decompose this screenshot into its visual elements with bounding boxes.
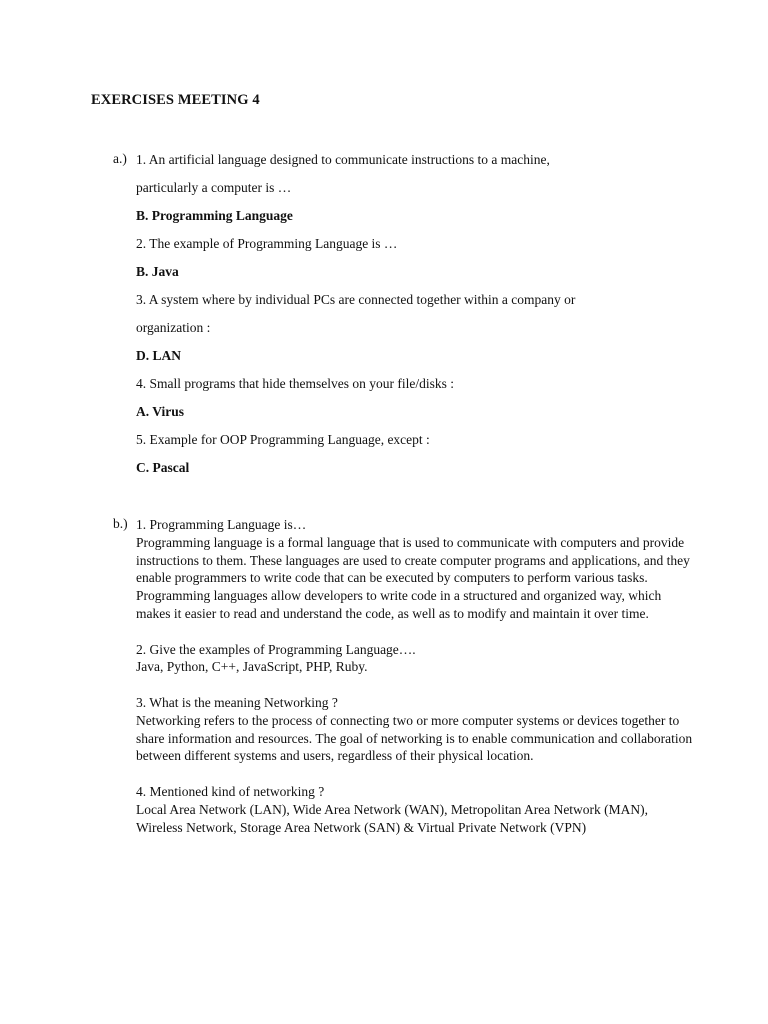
answer-1: B. Programming Language — [136, 208, 293, 223]
question-text: 1. Programming Language is… — [136, 517, 307, 532]
question-5: 5. Example for OOP Programming Language, except : — [136, 432, 430, 447]
question-1-line-2: particularly a computer is … — [136, 180, 292, 195]
section-a — [136, 151, 696, 487]
question-text: 2. Give the examples of Programming Language…. — [136, 641, 416, 657]
question-4: 4. Small programs that hide themselves on your file/disks : — [136, 376, 454, 391]
answer-3: D. LAN — [136, 348, 182, 363]
answer-2: B. Java — [136, 264, 179, 279]
answer-5: C. Pascal — [136, 460, 190, 475]
qa-block-4 — [136, 783, 696, 836]
section-b-marker: b.) — [113, 516, 128, 531]
question-2: 2. The example of Programming Language is … — [136, 236, 398, 251]
question-3-line-2: organization : — [136, 320, 211, 335]
qa-block-2 — [136, 641, 696, 677]
answer-text: Java, Python, C++, JavaScript, PHP, Ruby. — [136, 659, 368, 675]
qa-block-1 — [136, 516, 696, 623]
section-b — [136, 516, 696, 854]
answer-text: Local Area Network (LAN), Wide Area Network (WAN), Metropolitan Area Network (MAN), Wireless Network, Storage Area Network (SAN) & Virtual Private Network (VPN) — [136, 801, 649, 835]
answer-text: Programming language is a formal language that is used to communicate with computers and provide instructions to them. These languages are used to create computer programs and applications, and they enable programmers to write code that can be executed by computers to perform various tasks. Programming languages allow developers to write code in a structured and organized way, which makes it easier to read and understand the code, as well as to modify and maintain it over time. — [136, 534, 690, 621]
question-3-line-1: 3. A system where by individual PCs are connected together within a company or — [136, 292, 576, 307]
qa-block-3 — [136, 694, 696, 765]
question-1-line-1: 1. An artificial language designed to communicate instructions to a machine, — [136, 152, 550, 167]
answer-4: A. Virus — [136, 404, 185, 419]
page-title: EXERCISES MEETING 4 — [91, 92, 260, 108]
section-a-marker: a.) — [113, 151, 127, 166]
question-text: 4. Mentioned kind of networking ? — [136, 783, 325, 799]
question-text: 3. What is the meaning Networking ? — [136, 694, 338, 710]
answer-text: Networking refers to the process of connecting two or more computer systems or devices together to share information and resources. The goal of networking is to enable communication and collaboration between different systems and users, regardless of their physical location. — [136, 712, 693, 764]
